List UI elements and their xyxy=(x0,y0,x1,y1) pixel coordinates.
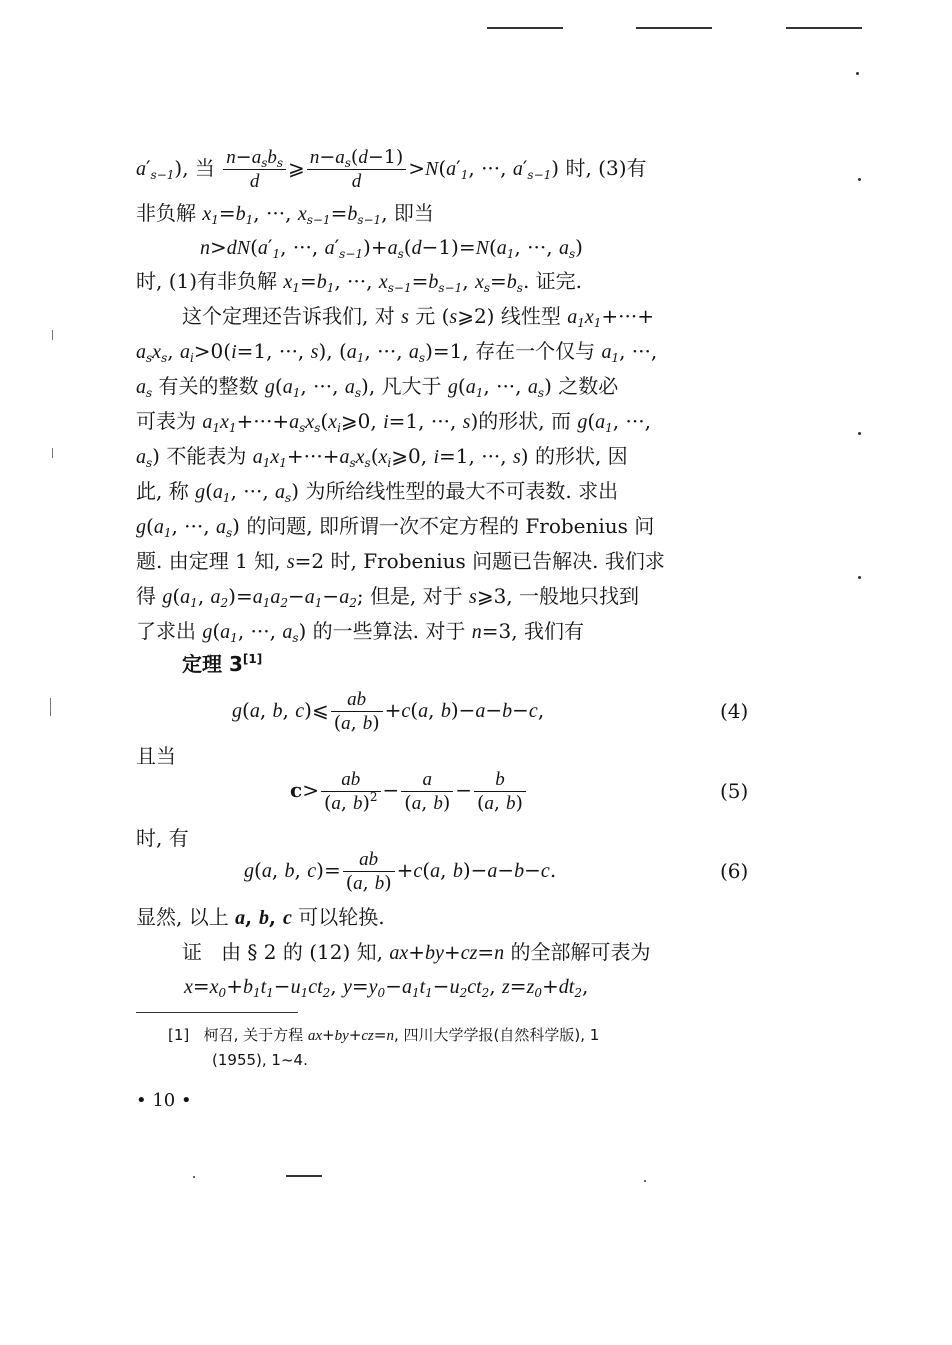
text: 得 xyxy=(136,584,156,608)
text: 此, 称 xyxy=(136,479,189,503)
page-number: • 10 • xyxy=(136,1090,192,1111)
text: 柯召, 关于方程 xyxy=(203,1026,304,1044)
text: 了求出 xyxy=(136,619,196,643)
scan-speck xyxy=(858,178,861,181)
theorem-label xyxy=(182,652,262,676)
text: 这个定理还告诉我们, 对 xyxy=(182,304,395,328)
text-line-2: 非负解 $x_1=b_1$, ···, $x_{s-1}=b_{s-1}$, 即当 xyxy=(136,201,434,227)
text: 可以轮换. xyxy=(298,905,385,929)
fraction: $\frac{ab}{(a, b)}$ xyxy=(343,848,395,895)
text: 一般地只找到 xyxy=(519,584,640,608)
proof-label: 证 xyxy=(182,940,202,964)
paragraph-line: 得 $g(a_1$, $a_2)=a_1a_2-a_1-a_2$; 但是, 对于 s⩾3, 一般地只找到 xyxy=(136,584,640,610)
line1-tail: 时, (3)有 xyxy=(565,156,647,180)
text: 的问题, 即所谓一次不定方程的 Frobenius 问 xyxy=(246,514,655,538)
text: 线性型 xyxy=(500,304,561,328)
scan-speck xyxy=(644,1180,646,1182)
bottom-mark xyxy=(286,1175,322,1177)
footnote-rule xyxy=(136,1012,298,1013)
text: 的形状, 因 xyxy=(534,444,628,468)
fraction: $\frac{ab}{(a, b)^2}$ xyxy=(321,768,381,815)
equation-number: (5) xyxy=(720,779,749,803)
fraction: $\frac{a}{(a, b)}$ xyxy=(401,768,453,815)
fraction: $\frac{n-a_s(d-1)}{d}$ xyxy=(307,146,406,193)
obviously-line: 显然, 以上 a, b, c 可以轮换. xyxy=(136,905,385,929)
text: 我们有 xyxy=(523,619,584,643)
text: 的一些算法. 对于 xyxy=(312,619,466,643)
text: 证完. xyxy=(535,269,583,293)
header-rule-2 xyxy=(636,27,712,29)
text: 不能表为 xyxy=(166,444,247,468)
text-line-4: 时, (1)有非负解 $x_1=b_1$, ···, $x_{s-1}=b_{s-1}$, $x_s=b_s$. 证完. xyxy=(136,269,583,295)
text: 题. 由定理 1 知, xyxy=(136,549,281,573)
text: 之数必 xyxy=(558,374,619,398)
scan-mark xyxy=(50,698,51,716)
paragraph-line: $g(a_1$, ···, $a_s$) 的问题, 即所谓一次不定方程的 Frobenius 问 xyxy=(136,514,655,540)
text: 可表为 xyxy=(136,409,196,433)
equation-5: c> $\frac{ab}{(a, b)^2}$ − $\frac{a}{(a, b)}$ − $\frac{b}{(a, b)}$ xyxy=(290,768,528,815)
text: 但是, 对于 xyxy=(369,584,463,608)
solution-formula: $x=x_0+b_1t_1-u_1ct_2$, $y=y_0-a_1t_1-u_2ct_2$, $z=z_0+dt_2$, xyxy=(184,974,589,1000)
text: 时, Frobenius 问题已告解决. 我们求 xyxy=(330,549,665,573)
proof-line: 证 由 § 2 的 (12) 知, ax+by+cz=n 的全部解可表为 xyxy=(182,940,651,964)
text: 非负解 xyxy=(136,201,196,225)
citation-ref: [1] xyxy=(242,652,263,666)
equation-number: (6) xyxy=(720,859,749,883)
fraction: $\frac{b}{(a, b)}$ xyxy=(474,768,526,815)
display-inequality: $n>dN(a'_1$, ···, $a'_{s-1})+a_s(d-1)=N(a_1$, ···, $a_s$) xyxy=(200,235,583,261)
header-rule-1 xyxy=(487,27,563,29)
paragraph-line: $a_s$) 不能表为 $a_1x_1+\cdot\cdot\cdot+a_sx_s(x_i⩾0$, i=1, ···, s) 的形状, 因 xyxy=(136,444,628,470)
text: 时, (1)有非负解 xyxy=(136,269,278,293)
text: 的形状, 而 xyxy=(478,409,571,433)
text: 定理 3 xyxy=(182,652,243,676)
fraction: $\frac{n-a_sb_s}{d}$ xyxy=(223,146,286,193)
paragraph-line: 题. 由定理 1 知, s=2 时, Frobenius 问题已告解决. 我们求 xyxy=(136,549,665,573)
text: 存在一个仅与 xyxy=(475,339,596,363)
paragraph-line: 可表为 $a_1x_1+\cdot\cdot\cdot+a_sx_s(x_i⩾0$, i=1, ···, s)的形状, 而 $g(a_1$, ···, xyxy=(136,409,651,435)
header-rule-3 xyxy=(786,27,862,29)
scan-speck xyxy=(858,432,861,435)
scan-speck xyxy=(856,72,859,75)
scan-mark xyxy=(52,448,53,458)
text: 显然, 以上 xyxy=(136,905,229,929)
paragraph-line: $a_sx_s$, $a_i>0(i=1$, ···, s), ($a_1$, ···, $a_s)=1$, 存在一个仅与 $a_1$, ···, xyxy=(136,339,658,365)
scan-speck xyxy=(858,576,861,579)
scan-mark xyxy=(52,330,53,340)
and-when: 且当 xyxy=(136,744,176,768)
equation-number: (4) xyxy=(720,699,749,723)
paragraph-line: 这个定理还告诉我们, 对 s 元 (s⩾2) 线性型 $a_1x_1+\cdot\cdot\cdot+$ xyxy=(182,304,654,330)
text: 由 § 2 的 (12) 知, xyxy=(221,940,384,964)
text: 凡大于 xyxy=(381,374,442,398)
footnote: [1] 柯召, 关于方程 ax+by+cz=n, 四川大学学报(自然科学版), 1 xyxy=(168,1026,600,1044)
fraction: $\frac{ab}{(a, b)}$ xyxy=(331,688,383,735)
footnote-mark: [1] xyxy=(168,1026,190,1044)
paragraph-line: $a_s$ 有关的整数 $g(a_1$, ···, $a_s$), 凡大于 $g(a_1$, ···, $a_s$) 之数必 xyxy=(136,374,619,400)
text-line-1: $a'_{s-1}$), 当 $\frac{n-a_sb_s}{d}$ ⩾ $\frac{n-a_s(d-1)}{d}$ $>N(a'_1$, ···, $a'_{s-1}$) 时, (3)有 xyxy=(136,146,647,192)
then-has: 时, 有 xyxy=(136,826,189,850)
equation-4: g(a, b, c)⩽ $\frac{ab}{(a, b)}$ +c(a, b)−a−b−c, xyxy=(232,689,545,734)
text: 有关的整数 xyxy=(158,374,259,398)
text: , 四川大学学报(自然科学版), 1 xyxy=(393,1026,600,1044)
paragraph-line: 了求出 $g(a_1$, ···, $a_s$) 的一些算法. 对于 n=3, 我们有 xyxy=(136,619,584,645)
text: 即当 xyxy=(393,201,434,225)
equation-6: g(a, b, c)= $\frac{ab}{(a, b)}$ +c(a, b)−a−b−c. xyxy=(244,849,557,894)
text: 为所给线性型的最大不可表数. 求出 xyxy=(305,479,619,503)
paragraph-line: 此, 称 $g(a_1$, ···, $a_s$) 为所给线性型的最大不可表数. 求出 xyxy=(136,479,619,505)
text: 的全部解可表为 xyxy=(510,940,651,964)
footnote-line-2: (1955), 1~4. xyxy=(212,1051,308,1069)
scan-speck xyxy=(193,1176,195,1178)
text: 元 xyxy=(415,304,436,328)
